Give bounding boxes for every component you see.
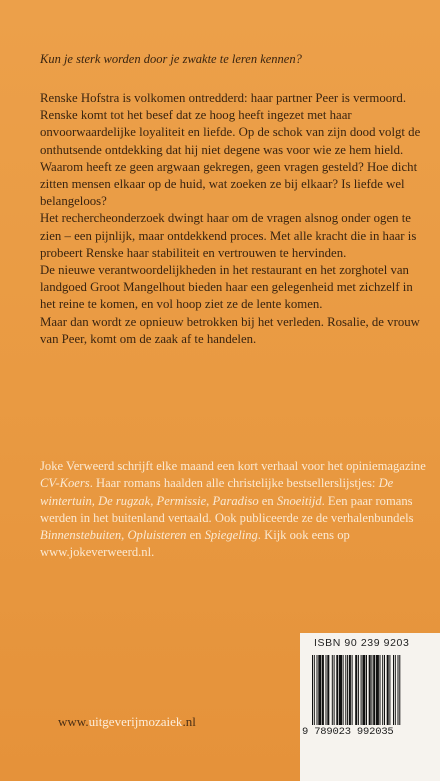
- magazine-title: CV-Koers: [40, 476, 90, 491]
- url-prefix: www.: [58, 714, 89, 729]
- blurb-paragraph-2: Het rechercheonderzoek dwingt haar om de vragen alsnog onder ogen te zien – een pijnlijk, maar ontdekkend proces. Met alle kracht die in haar is probeert Renske haar stabiliteit en vertrouwen te hervinden.: [40, 211, 417, 260]
- bio-text: . Een paar romans werden in het buitenland vertaald. Ook publiceerde ze de verhalenbundels: [40, 493, 414, 525]
- url-domain: uitgeverijmozaiek: [88, 714, 183, 729]
- book-title: Binnenstebuiten: [40, 528, 122, 543]
- publisher-url[interactable]: [58, 714, 196, 730]
- author-bio-text: [40, 458, 430, 562]
- tagline: Kun je sterk worden door je zwakte te leren kennen?: [40, 52, 302, 66]
- bio-text: Joke Verweerd schrijft elke maand een kort verhaal voor het opiniemagazine: [40, 459, 426, 473]
- blurb: [40, 90, 426, 348]
- url-tld: .nl: [182, 714, 196, 729]
- bio-text: . Kijk ook eens op www.jokeverweerd.nl.: [40, 528, 350, 560]
- barcode-icon: [312, 655, 436, 725]
- blurb-paragraph-4: Maar dan wordt ze opnieuw betrokken bij het verleden. Rosalie, de vrouw van Peer, komt om de zaak af te handelen.: [40, 314, 420, 346]
- separator: ,: [150, 493, 157, 508]
- separator: ,: [206, 493, 213, 508]
- separator: ,: [121, 528, 128, 543]
- separator: en: [258, 493, 277, 508]
- blurb-paragraph-3: De nieuwe verantwoordelijkheden in het restaurant en het zorghotel van landgoed Groot Mangelhout bieden haar een gelegenheid met zichzelf in het reine te komen, en vol hoop ziet ze de lente komen.: [40, 263, 413, 312]
- book-title: Opluisteren: [127, 528, 187, 543]
- book-title: De wintertuin: [40, 476, 394, 508]
- barcode-digits: 9 789023 992035: [302, 726, 394, 738]
- book-title: Permissie: [156, 493, 207, 508]
- separator: en: [186, 528, 205, 543]
- isbn-label: ISBN 90 239 9203: [314, 637, 410, 649]
- bio-text: . Haar romans haalden alle christelijke bestsellerslijstjes:: [89, 476, 379, 491]
- isbn-barcode-panel: [300, 633, 440, 781]
- book-title: Paradiso: [212, 493, 259, 508]
- book-title: De rugzak: [98, 493, 151, 508]
- author-bio: [40, 458, 430, 562]
- book-title: Snoeitijd: [276, 493, 322, 508]
- book-title: Spiegeling: [204, 528, 258, 543]
- separator: ,: [91, 493, 99, 508]
- blurb-paragraph-1: Renske Hofstra is volkomen ontredderd: haar partner Peer is vermoord. Renske komt tot het besef dat ze hoog heeft ingezet met haar onvoorwaardelijke loyaliteit en liefde. Op de schok van zijn dood volgt de onthutsende ontdekking dat hij niet degene was voor wie ze hem hield. Waarom heeft ze geen argwaan gekregen, geen vragen gesteld? Hoe dicht zitten mensen elkaar op de huid, wat zoeken ze bij elkaar? Is liefde wel belangeloos?: [40, 91, 421, 209]
